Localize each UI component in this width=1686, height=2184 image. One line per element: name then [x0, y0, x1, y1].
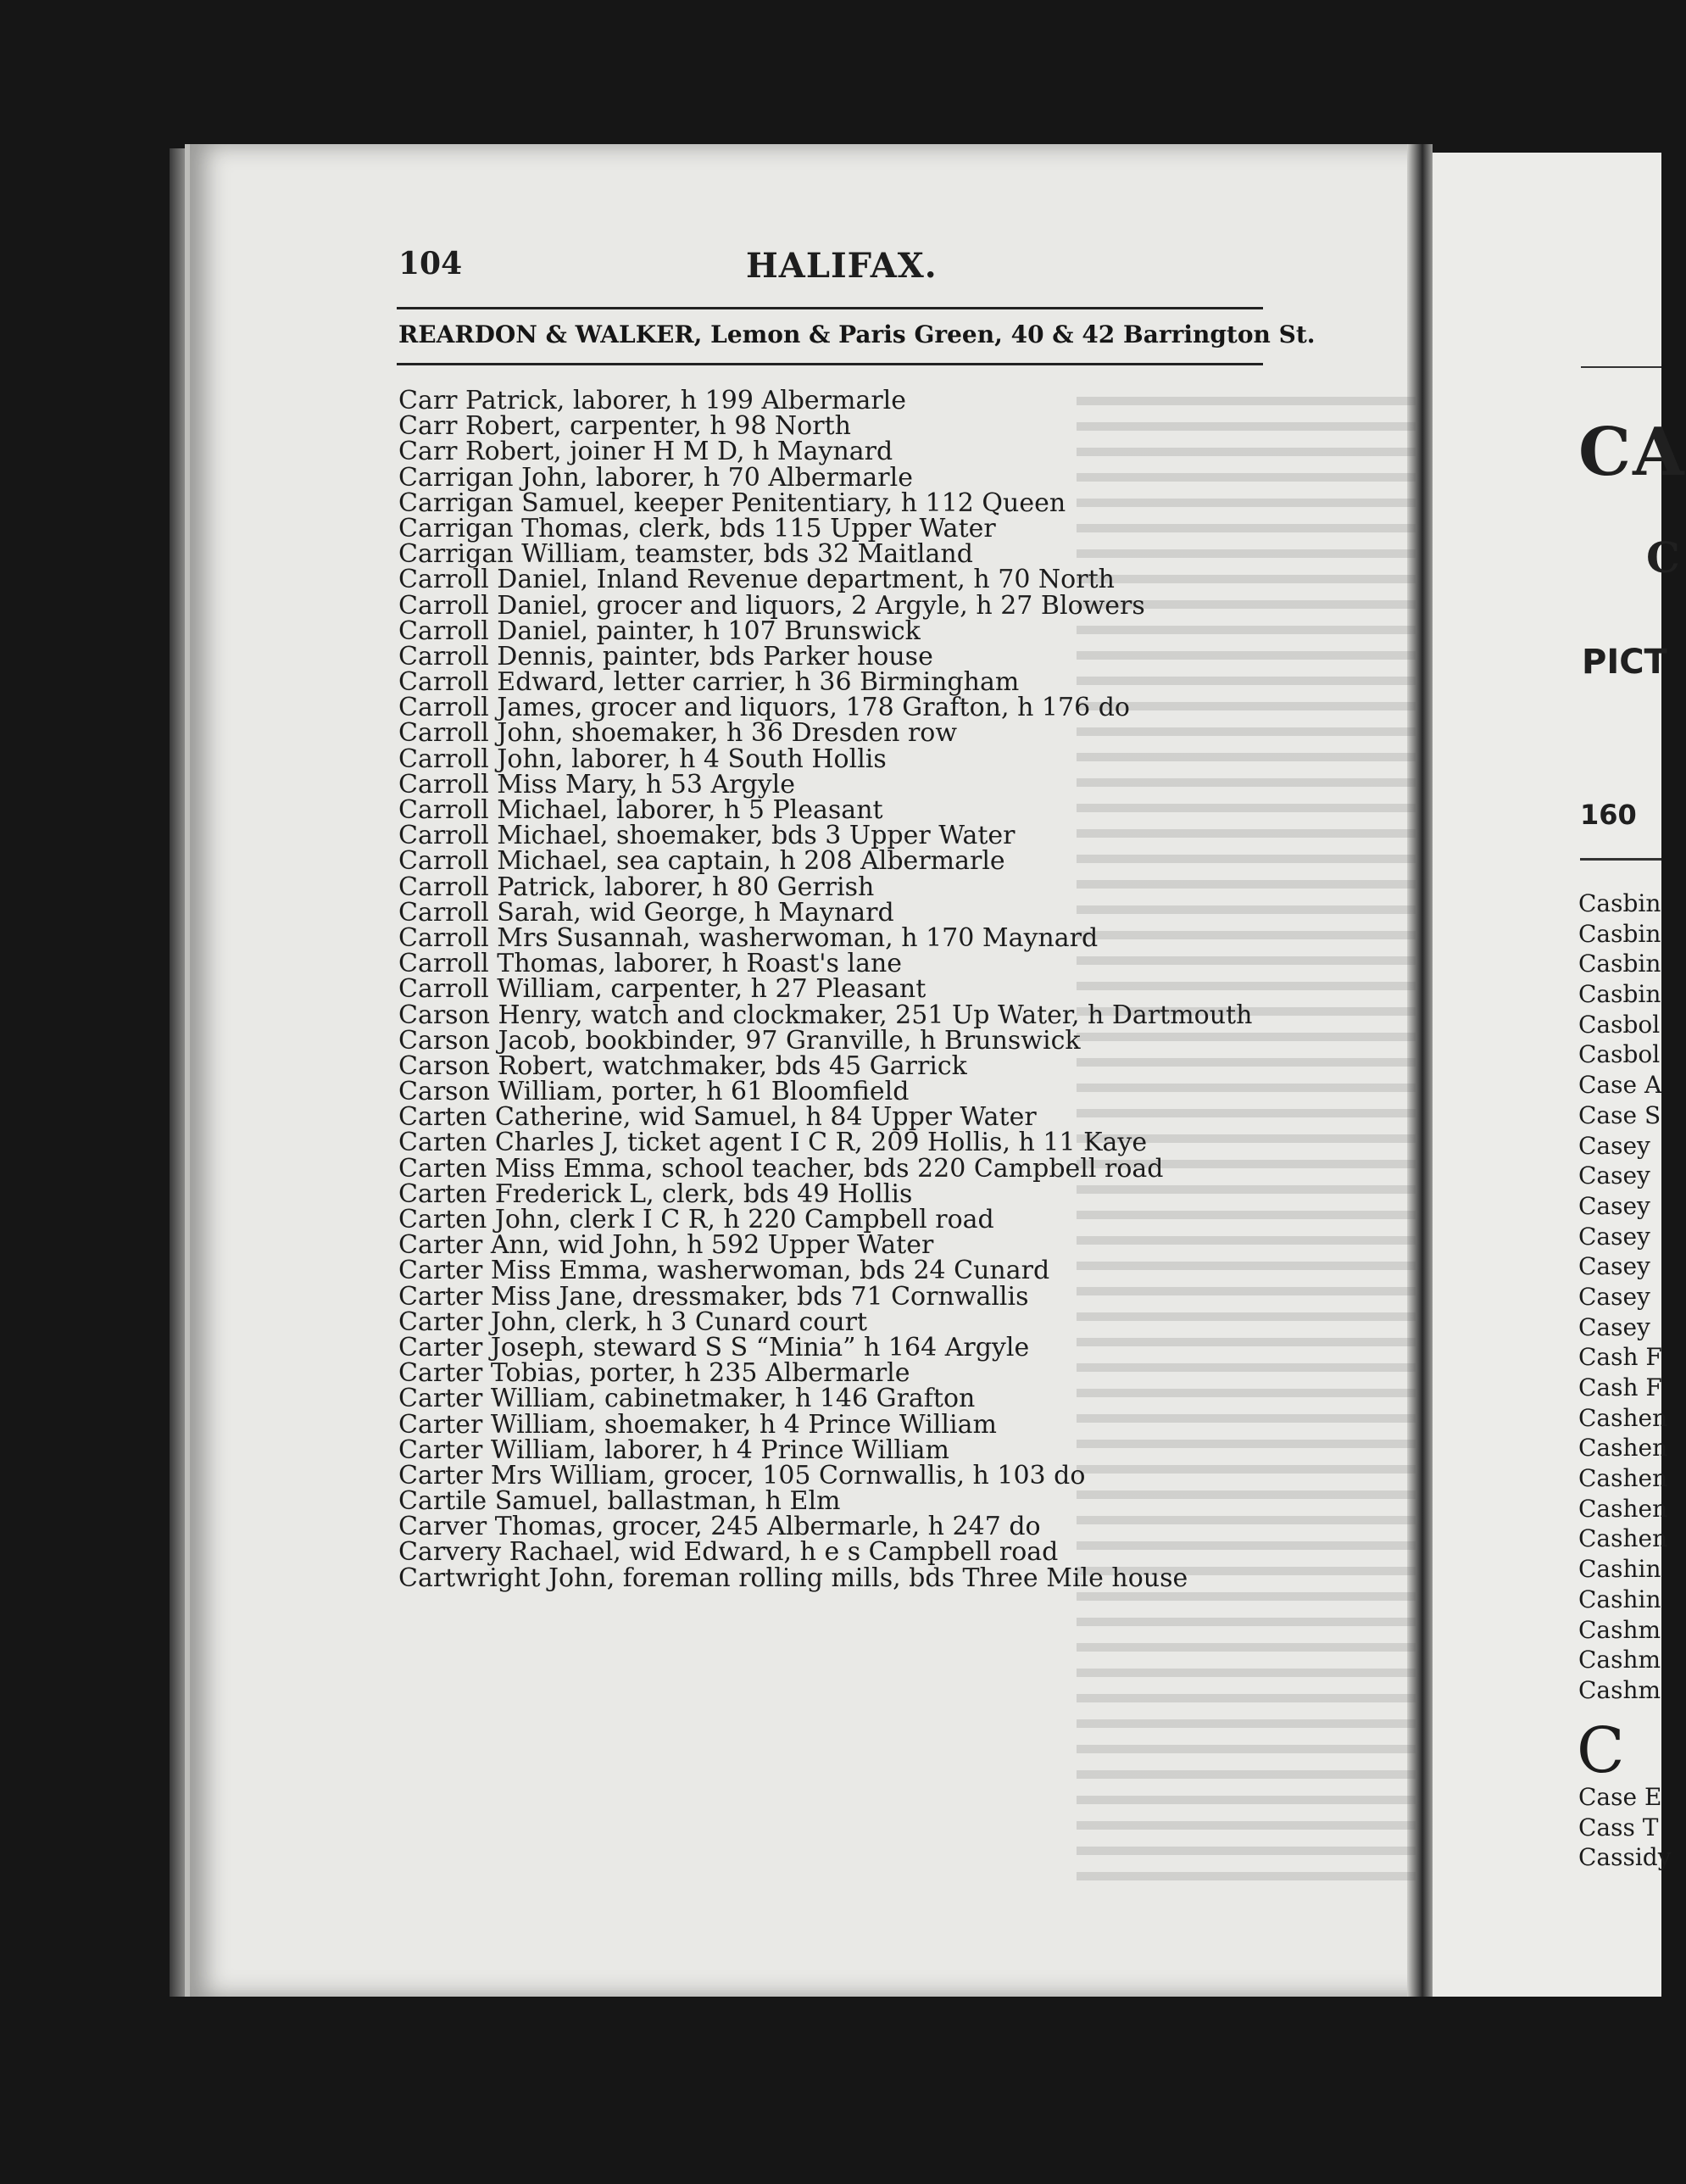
directory-entry: Carson Jacob, bookbinder, 97 Granville, h Brunswick: [398, 1025, 1081, 1056]
directory-entry: Carroll Dennis, painter, bds Parker house: [398, 641, 933, 671]
directory-entry: Carroll James, grocer and liquors, 178 Grafton, h 176 do: [398, 693, 1130, 723]
header-rule-top: [397, 307, 1263, 309]
facing-entry: Casey: [1578, 1191, 1650, 1220]
facing-entry: Cashm: [1578, 1675, 1661, 1704]
directory-entry: Carroll Daniel, Inland Revenue department, h 70 North: [398, 565, 1115, 595]
facing-heading-large: CA: [1578, 414, 1686, 491]
facing-entry: Cashin: [1578, 1555, 1661, 1584]
facing-entry: Casbol: [1578, 1040, 1661, 1069]
directory-entry: Carroll John, laborer, h 4 South Hollis: [398, 744, 887, 774]
page-header: [398, 239, 1263, 290]
facing-entry: Casbol: [1578, 1010, 1661, 1039]
directory-entry: Carter Tobias, porter, h 235 Albermarle: [398, 1358, 910, 1389]
directory-entry: Carver Thomas, grocer, 245 Albermarle, h 247 do: [398, 1512, 1041, 1542]
facing-entry: Cashm: [1578, 1646, 1661, 1674]
facing-entry: Cashen: [1578, 1434, 1668, 1462]
directory-entry: Carroll Thomas, laborer, h Roast's lane: [398, 949, 903, 979]
directory-entry: Carroll Michael, laborer, h 5 Pleasant: [398, 795, 883, 825]
directory-entry: Carroll Daniel, grocer and liquors, 2 Argyle, h 27 Blowers: [398, 590, 1145, 621]
facing-entry: Casey: [1578, 1282, 1650, 1311]
facing-listing: [1578, 889, 1668, 1706]
header-rule-bottom: [397, 363, 1263, 365]
directory-entry: Carter William, cabinetmaker, h 146 Grafton: [398, 1384, 976, 1414]
facing-entry: Cashen: [1578, 1403, 1668, 1432]
directory-entry: Carter William, shoemaker, h 4 Prince William: [398, 1409, 997, 1440]
directory-entry: Carter Mrs William, grocer, 105 Cornwallis, h 103 do: [398, 1460, 1086, 1490]
facing-entry: Cashen: [1578, 1494, 1668, 1523]
directory-entry: Carrigan Samuel, keeper Penitentiary, h 112 Queen: [398, 488, 1066, 518]
directory-entry: Carroll William, carpenter, h 27 Pleasant: [398, 974, 926, 1005]
directory-entry: Carson Robert, watchmaker, bds 45 Garrick: [398, 1050, 967, 1081]
directory-entry: Carter William, laborer, h 4 Prince William: [398, 1435, 949, 1465]
facing-heading-pict: PICT: [1582, 643, 1667, 682]
directory-entry: Carten John, clerk I C R, h 220 Campbell road: [398, 1205, 994, 1234]
facing-entry: Cashen: [1578, 1524, 1668, 1553]
directory-entry: Carter John, clerk, h 3 Cunard court: [398, 1306, 868, 1337]
directory-entry: Carroll Sarah, wid George, h Maynard: [398, 897, 894, 928]
facing-entry: Casey: [1578, 1312, 1650, 1341]
directory-entry: Carrigan John, laborer, h 70 Albermarle: [398, 462, 913, 493]
facing-top-rule: [1581, 366, 1661, 368]
facing-entry: Casey: [1578, 1222, 1650, 1251]
directory-entry: Carr Robert, joiner H M D, h Maynard: [398, 437, 893, 467]
directory-entry: Carroll Michael, sea captain, h 208 Albermarle: [398, 846, 1005, 877]
directory-entry: Carrigan Thomas, clerk, bds 115 Upper Water: [398, 513, 996, 543]
directory-entry: Carrigan William, teamster, bds 32 Maitland: [398, 539, 973, 570]
facing-entry: Cash F: [1578, 1373, 1662, 1401]
directory-listing: [398, 388, 1271, 1591]
facing-entry: Casey: [1578, 1252, 1650, 1281]
directory-entry: Carr Patrick, laborer, h 199 Albermarle: [398, 386, 907, 415]
directory-entry: Carten Frederick L, clerk, bds 49 Hollis: [398, 1178, 913, 1209]
directory-entry: Carroll Miss Mary, h 53 Argyle: [398, 769, 796, 800]
facing-entry: Cashm: [1578, 1615, 1661, 1644]
directory-entry: Carter Ann, wid John, h 592 Upper Water: [398, 1230, 934, 1261]
facing-entry: Cashin: [1578, 1585, 1661, 1613]
facing-rule: [1580, 858, 1661, 861]
directory-entry: Carroll John, shoemaker, h 36 Dresden row: [398, 718, 958, 749]
facing-drop-letter: C: [1577, 1714, 1625, 1787]
running-head: HALIFAX.: [746, 246, 938, 286]
facing-entry: Casbin: [1578, 919, 1661, 948]
advertisement-line: REARDON & WALKER, Lemon & Paris Green, 40 & 42 Barrington St.: [398, 320, 1316, 348]
directory-entry: Carten Charles J, ticket agent I C R, 209 Hollis, h 11 Kaye: [398, 1128, 1148, 1158]
directory-entry: Carter Joseph, steward S S “Minia” h 164 Argyle: [398, 1332, 1030, 1362]
facing-entry: Cassidy: [1578, 1843, 1672, 1872]
directory-entry: Carter Miss Jane, dressmaker, bds 71 Cornwallis: [398, 1281, 1029, 1312]
directory-entry: Carroll Edward, letter carrier, h 36 Birmingham: [398, 667, 1020, 698]
facing-page-number: 160: [1580, 799, 1637, 831]
facing-entry: Casey: [1578, 1131, 1650, 1160]
directory-entry: Carroll Patrick, laborer, h 80 Gerrish: [398, 872, 875, 902]
directory-entry: Carr Robert, carpenter, h 98 North: [398, 411, 851, 442]
facing-entry: Casbin: [1578, 889, 1661, 917]
directory-entry: Carson Henry, watch and clockmaker, 251 Up Water, h Dartmouth: [398, 1000, 1253, 1030]
facing-heading-c: C: [1646, 532, 1680, 582]
page-number: 104: [398, 246, 463, 281]
directory-entry: Carten Catherine, wid Samuel, h 84 Upper Water: [398, 1102, 1037, 1133]
facing-entry: Casbin: [1578, 980, 1661, 1009]
directory-entry: Carroll Mrs Susannah, washerwoman, h 170 Maynard: [398, 922, 1099, 953]
facing-entry: Casbin: [1578, 950, 1661, 978]
directory-entry: Carson William, porter, h 61 Bloomfield: [398, 1077, 910, 1107]
directory-entry: Carter Miss Emma, washerwoman, bds 24 Cunard: [398, 1256, 1050, 1286]
facing-entry: Cash F: [1578, 1343, 1662, 1372]
directory-entry: Cartile Samuel, ballastman, h Elm: [398, 1486, 841, 1517]
directory-entry: Carroll Daniel, painter, h 107 Brunswick: [398, 616, 921, 646]
facing-entry: Case S: [1578, 1100, 1661, 1129]
facing-entry: Casey: [1578, 1162, 1650, 1190]
facing-listing-continued: [1578, 1782, 1672, 1873]
facing-entry: Cashen: [1578, 1464, 1668, 1493]
facing-entry: Cass T: [1578, 1813, 1659, 1841]
directory-entry: Carroll Michael, shoemaker, bds 3 Upper Water: [398, 821, 1015, 851]
directory-entry: Cartwright John, foreman rolling mills, bds Three Mile house: [398, 1563, 1188, 1593]
facing-entry: Case A: [1578, 1071, 1662, 1100]
facing-entry: Case E: [1578, 1783, 1662, 1811]
directory-entry: Carten Miss Emma, school teacher, bds 220 Campbell road: [398, 1153, 1164, 1184]
directory-entry: Carvery Rachael, wid Edward, h e s Campbell road: [398, 1537, 1059, 1568]
